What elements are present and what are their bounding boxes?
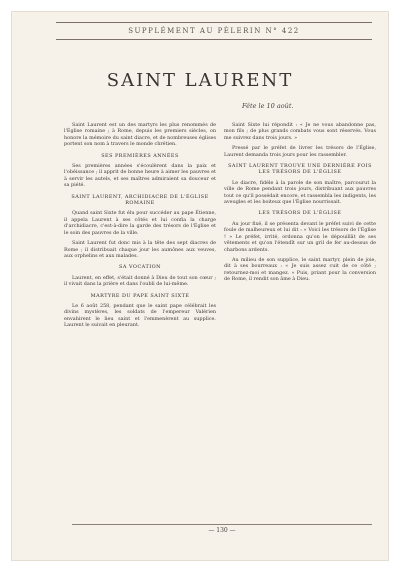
paragraph: Pressé par le préfet de livrer les trésors de l'Église, Laurent demanda trois jours pour les rassembler. [224, 145, 376, 158]
right-column [224, 122, 376, 287]
section-heading: SAINT LAURENT TROUVE UNE DERNIÈRE FOIS LES TRÉSORS DE L'ÉGLISE [228, 163, 372, 176]
running-header: SUPPLÉMENT AU PÈLERIN N° 422 [56, 22, 372, 40]
paragraph: Quand saint Sixte fut élu pour succéder au pape Étienne, il appela Laurent à ses côtés et lui confia la charge d'archidiacre, c'est-à-dire la garde des trésors de l'Église et le soin des pauvres de la ville. [64, 210, 216, 236]
paragraph: Le 6 août 258, pendant que le saint pape célébrait les divins mystères, les soldats de l'empereur Valérien envahirent le lieu saint et l'emmenèrent au supplice. Laurent le suivait en pleurant. [64, 302, 216, 329]
page-number: — 130 — [72, 524, 372, 534]
section-heading: SES PREMIÈRES ANNÉES [101, 152, 179, 159]
section-heading: SA VOCATION [119, 264, 161, 271]
paragraph: Au milieu de son supplice, le saint martyr, plein de joie, dit à ses bourreaux : « Je suis assez cuit de ce côté ; retournez-moi et mangez. » Puis, priant pour la conversion de Rome, il rendit son âme à Dieu. [224, 256, 376, 283]
section-heading: SAINT LAURENT, ARCHIDIACRE DE L'ÉGLISE ROMAINE [71, 193, 209, 207]
section-heading: MARTYRE DU PAPE SAINT SIXTE [90, 292, 190, 299]
article-title: SAINT LAURENT [106, 70, 294, 91]
paragraph: Saint Laurent fut donc mis à la tête des sept diacres de Rome ; il distribuait chaque jour les aumônes aux veuves, aux orphelins et aux malades. [64, 240, 216, 259]
document-page [12, 12, 388, 560]
paragraph: Saint Sixte lui répondit : « Je ne vous abandonne pas, mon fils ; de plus grands combats vous sont réservés. Vous me suivrez dans trois jours. » [224, 122, 376, 141]
intro-paragraph: Saint Laurent est un des martyrs les plus renommés de l'Église romaine ; à Rome, depuis les premiers siècles, on honore la mémoire du saint diacre, et de nombreuses églises portent son nom à travers le monde chrétien. [64, 122, 216, 148]
section-heading: LES TRÉSORS DE L'ÉGLISE [258, 210, 342, 217]
paragraph: Le diacre, fidèle à la parole de son maître, parcourut la ville de Rome pendant trois jours, distribuant aux pauvres tout ce qu'il possédait encore, et rassembla les indigents, les aveugles et les boiteux que l'Église nourrissait. [224, 179, 376, 206]
paragraph: Laurent, en effet, s'était donné à Dieu de tout son cœur ; il vivait dans la prière et dans l'oubli de lui-même. [64, 274, 216, 288]
paragraph: Au jour fixé, il se présenta devant le préfet suivi de cette foule de malheureux et lui dit : « Voici les trésors de l'Église ! » Le préfet, irrité, ordonna qu'on le dépouillât de ses vêtements et qu'on l'étendît sur un gril de fer au-dessus de charbons ardents. [224, 220, 376, 253]
feast-date: Fête le 10 août. [242, 102, 294, 110]
paragraph: Ses premières années s'écoulèrent dans la paix et l'obéissance ; il apprit de bonne heure à aimer les pauvres et à servir les autels, et ses maîtres admiraient sa douceur et sa piété. [64, 163, 216, 189]
left-column [64, 122, 216, 333]
